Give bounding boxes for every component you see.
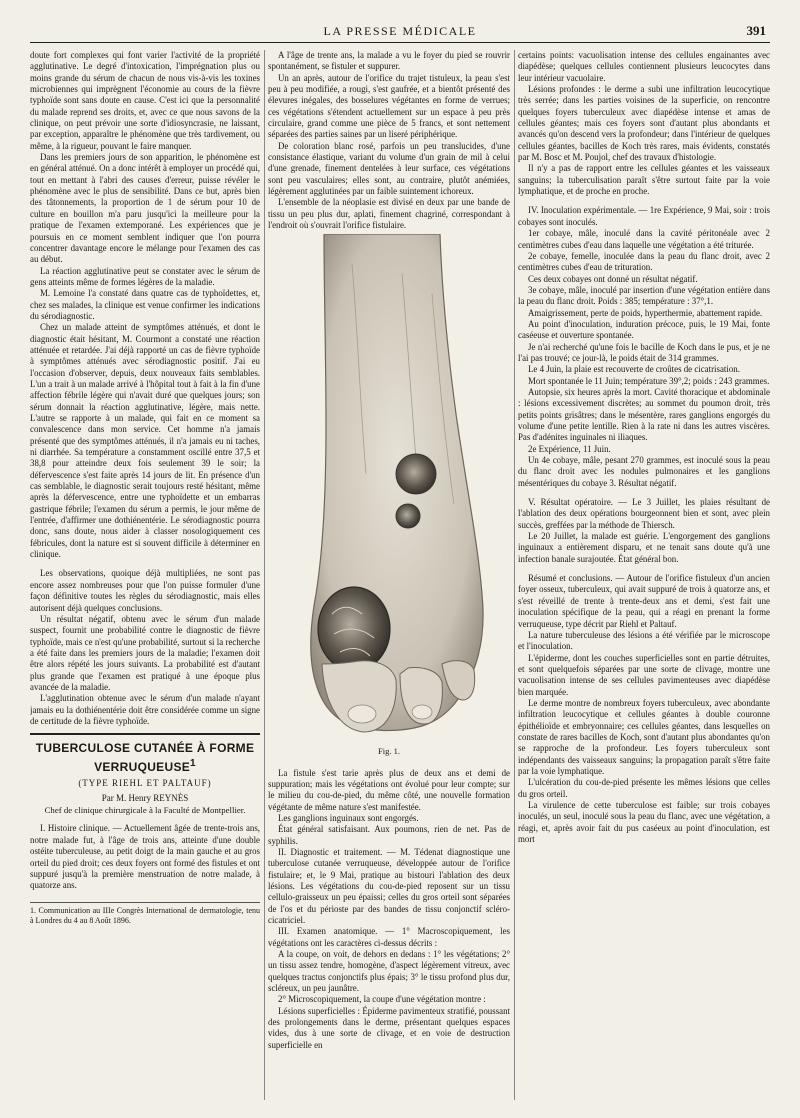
- paragraph: La nature tuberculeuse des lésions a été vérifiée par le microscope et l'inoculation.: [518, 629, 770, 652]
- spacer: [518, 565, 770, 573]
- article-title-text: TUBERCULOSE CUTANÉE À FORME VERRUQUEUSE: [35, 741, 255, 775]
- article-author: Par M. Henry REYNÈS: [101, 792, 189, 803]
- paragraph: Mort spontanée le 11 Juin; température 39°,2; poids : 243 grammes.: [528, 375, 770, 386]
- paragraph: État général satisfaisant. Aux poumons, rien de net. Pas de syphilis.: [268, 824, 510, 846]
- paragraph: Lésions superficielles : Épiderme pavimenteux stratifié, poussant des prolongements dans le derme, présentant quelques espaces vides, dus à une sorte de clivage, et en voie de destruction superficielle en: [268, 1005, 510, 1050]
- paragraph: Un 4e cobaye, mâle, pesant 270 grammes, est inoculé sous la peau du flanc droit avec les nodules pulmonaires et les ganglions mésentériques du cobaye 3. Résultat négatif.: [518, 455, 770, 488]
- paragraph: Je n'ai recherché qu'une fois le bacille de Koch dans le pus, et je ne l'ai pas trouvé; ce jour-là, le poids était de 314 grammes.: [518, 341, 770, 363]
- right-column: [518, 50, 770, 1100]
- page-header: [30, 22, 770, 43]
- paragraph: Ces deux cobayes ont donné un résultat négatif.: [528, 273, 698, 284]
- paragraph: Un résultat négatif, obtenu avec le sérum d'un malade suspect, fournit une probabilité contre le diagnostic de fièvre typhoïde, mais ce n'est qu'une probabilité, surtout si la recherche a été faite dans les premiers jours de la maladie; l'examen doit être alors répété les jours suivants. La probabilité est d'autant plus grande que l'examen est pratiqué à une époque plus avancée de la maladie.: [30, 613, 260, 692]
- paragraph: 1er cobaye, mâle, inoculé dans la cavité péritonéale avec 2 centimètres cubes d'eau dans laquelle une végétation a été triturée.: [518, 228, 770, 250]
- spacer: [518, 197, 770, 205]
- paragraph: Chez un malade atteint de symptômes atténués, et dont le diagnostic était hésitant, M. Courmont a constaté une réaction atténuée et retardée. J'ai déjà rapporté un cas de fièvre typhoïde à symptômes atténués avec sérodiagnostic positif. J'ai eu l'occasion d'observer, depuis, deux nouveaux faits semblables. L'un a trait à un malade arrivé à l'hôpital tout à fait à la fin d'une affection fébrile légère qui n'avait duré que quelques jours; son sérum donnait la réaction agglutinative, légère, mais nette. L'autre se rapporte à un malade, qui fait en ce moment sa convalescence dans mon service. Cet homme n'a jamais présenté que des symptômes atténués, il n'a jamais eu ni taches, ni diarrhée. Sa température a constamment oscillé entre 37,5 et 38,8 pour atteindre deux fois seulement 39 le soir; la défervescence s'est faite après 14 jours de lit. En présence d'un cas semblable, le diagnostic serait toujours resté hésitant, même après la défervescence, entre une typhoïdette et un embarras gastrique fébrile; l'examen du sérum a permis, le jour même de l'entrée, d'affirmer une dothiénentérie. Le sérodiagnostic pourra donc, sans doute, nous aider à classer nosologiquement ces fébricules, dont la nature est si souvent difficile à déterminer en clinique.: [30, 322, 260, 560]
- spacer: [518, 489, 770, 497]
- paragraph: Un an après, autour de l'orifice du trajet tistuleux, la peau s'est peu à peu modifiée, a rougi, s'est gaufrée, et a bientôt présenté des élevures inégales, des bosselures végétantes en forme de verrues; ces végétations s'étendent actuellement sur un espace à peu près circulaire, grand comme une pièce de 5 francs, et sont nettement séparées des parties saines par un liseré périphérique.: [268, 72, 510, 140]
- paragraph: Amaigrissement, perte de poids, hyperthermie, abattement rapide.: [528, 307, 763, 318]
- section-result: V. Résultat opératoire. — Le 3 Juillet, les plaies résultant de l'ablation des deux opérations bourgeonnent bien et sont, avec plein succès, greffées par la méthode de Thiersch.: [518, 497, 770, 530]
- paragraph: L'ensemble de la néoplasie est divisé en deux par une bande de tissu un peu plus dur, aplati, finement chagriné, correspondant à l'endroit où s'ouvrait l'orifice fistulaire.: [268, 197, 510, 231]
- section-anatomy: III. Examen anatomique. — 1° Macroscopiquement, les végétations ont les caractères ci-dessus décrits :: [268, 926, 510, 948]
- page-number: 391: [746, 23, 766, 38]
- footnote-marker: 1: [190, 758, 196, 770]
- paragraph: A l'âge de trente ans, la malade a vu le foyer du pied se rouvrir spontanément, se fistuler et suppurer.: [268, 50, 510, 72]
- paragraph: doute fort complexes qui font varier l'activité de la propriété agglutinative. Le degré d'intoxication, l'imprégnation plus ou moins grande du sérum de chacun de nous vis-à-vis les toxines microbiennes qui imprègnent l'économie au cours de la fièvre typhoïde sont sans doute en cause. C'est ici que la personnalité du malade reprend ses droits, et, avec ce que nous savons de la clinique, on peut prévoir une sorte d'idiosyncrasie, ne laissant, par exception, apparaître le phénomène que très tardivement, ou même, à la rigueur, pouvant le faire manquer.: [30, 50, 260, 151]
- paragraph: La virulence de cette tuberculose est faible; sur trois cobayes inoculés, un seul, inoculé sous la peau du flanc, avec une végétation, a réagi, et, après avoir fait du pus caséeux au point d'inoculation, est mort: [518, 800, 770, 845]
- article-title: [30, 741, 260, 775]
- paragraph: La fistule s'est tarie après plus de deux ans et demi de suppuration; mais les végétations ont évolué pour leur compte; sur le milieu du cou-de-pied, du même côté, une nouvelle formation végétante de même nature s'est manifestée.: [268, 767, 510, 812]
- paragraph: L'ulcération du cou-de-pied présente les mêmes lésions que celles du gros orteil.: [518, 777, 770, 799]
- column-rule-right: [514, 50, 515, 1100]
- paragraph: Il n'y a pas de rapport entre les cellules géantes et les vaisseaux sanguins; la tuberculisation paraît s'être surtout faite par la voie lymphatique, et de proche en proche.: [518, 163, 770, 197]
- spacer: [30, 560, 260, 568]
- paragraph: Autopsie, six heures après la mort. Cavité thoracique et abdominale : lésions excessivement discrètes; au sommet du poumon droit, très petits points grisâtres; dans le mésentère, rares ganglions engorgés du volume d'une petite lentille. Rien à la rate ni dans les autres viscères. Pas d'adénites inguinales ni iliaques.: [518, 386, 770, 443]
- middle-column: [268, 50, 510, 1100]
- section-conclusions: Résumé et conclusions. — Autour de l'orifice fistuleux d'un ancien foyer osseux, tuberculeux, qui avait suppuré de trois à quatorze ans, et s'est réveillé de trente à trente-deux ans et demi, s'est fait une inoculation spécifique de la peau, qui a réagi en prenant la forme verruqueuse, type décrit par Riehl et Paltauf.: [518, 573, 770, 629]
- footnote: 1. Communication au IIIe Congrès International de dermatologie, tenu à Londres du 4 au 8 Août 1896.: [30, 902, 260, 926]
- paragraph: A la coupe, on voit, de dehors en dedans : 1° les végétations; 2° un tissu assez tendre, homogène, d'aspect légèrement vitreux, avec quelques tractus conjonctifs plus épais; 3° le tissu profond plus dur, scléreux, un peu jaunâtre.: [268, 949, 510, 994]
- paragraph: Au point d'inoculation, induration précoce, puis, le 19 Mai, fonte caséeuse et ouverture spontanée.: [518, 318, 770, 341]
- paragraph: certains points: vacuolisation intense des cellules engainantes avec diapédèse; quelques cellules contiennent plusieurs leucocytes dans leur intérieur vacuolaire.: [518, 50, 770, 83]
- section-inoculation: IV. Inoculation expérimentale. — 1re Expérience, 9 Mai, soir : trois cobayes sont inoculés.: [518, 205, 770, 227]
- figure-caption: Fig. 1.: [378, 745, 400, 756]
- paragraph: Les ganglions inguinaux sont engorgés.: [278, 812, 419, 823]
- paragraph: 2° Microscopiquement, la coupe d'une végétation montre :: [278, 994, 486, 1005]
- column-rule-left: [264, 50, 265, 1100]
- paragraph: Le 20 Juillet, la malade est guérie. L'engorgement des ganglions inguinaux a entièrement disparu, et ne tenait sans doute qu'à une infection banale surajoutée. État général bon.: [518, 531, 770, 564]
- paragraph: 2e Expérience, 11 Juin.: [528, 443, 611, 454]
- left-column: [30, 50, 260, 1100]
- paragraph: La réaction agglutinative peut se constater avec le sérum de gens atteints même de formes légères de la maladie.: [30, 265, 260, 287]
- paragraph: De coloration blanc rosé, parfois un peu translucides, d'une consistance élastique, variant du volume d'un grain de mil à celui d'une grenade, finement dentelées à leur surface, ces végétations sont peu vasculaires; elles sont, au contraire, plutôt anémiées, légèrement agglutinées par un faible suintement ichoreux.: [268, 140, 510, 197]
- article-affiliation: Chef de clinique chirurgicale à la Faculté de Montpellier.: [44, 804, 246, 815]
- paragraph: L'agglutination obtenue avec le sérum d'un malade n'ayant jamais eu la dothiénentérie doit être considérée comme un signe de certitude de la fièvre typhoïde.: [30, 693, 260, 726]
- article-subtitle: (TYPE RIEHL ET PALTAUF): [78, 778, 212, 789]
- article-heading: [30, 733, 260, 815]
- figure-foot-illustration: [268, 234, 510, 762]
- spacer: [30, 815, 260, 823]
- paragraph: Le derme montre de nombreux foyers tuberculeux, avec abondante infiltration leucocytique et cellules géantes à double couronne épithélioïde et embryonnaire; ces cellules géantes, dans lesquelles on constate de rares bacilles de Koch, sont d'autant plus abondantes qu'on se rapproche de la profondeur. Les foyers tuberculeux sont indépendants des vaisseaux sanguins; la propagation paraît s'être faite par la voie lymphatique.: [518, 697, 770, 776]
- paragraph: M. Lemoine l'a constaté dans quatre cas de typhoïdettes, et, chez ses malades, la clinique est venue confirmer les indications du sérodiagnostic.: [30, 288, 260, 321]
- paragraph: Les observations, quoique déjà multipliées, ne sont pas encore assez nombreuses pour que l'on puisse formuler d'une façon définitive toutes les règles du sérodiagnostic, mais elles autorisent déjà quelques conclusions.: [30, 568, 260, 613]
- section-clinical-history: I. Histoire clinique. — Actuellement âgée de trente-trois ans, notre malade fut, à l'âge de trois ans, atteinte d'une double ostéite tuberculeuse, au petit doigt de la main gauche et au gros orteil du pied droit; ces deux foyers ont formé des fistules et ont suppuré jusqu'à la première menstruation de notre malade, à quatorze ans.: [30, 823, 260, 891]
- paragraph: Le 4 Juin, la plaie est recouverte de croûtes de cicatrisation.: [528, 364, 740, 375]
- section-diagnosis: II. Diagnostic et traitement. — M. Tédenat diagnostique une tuberculose cutanée verruqueuse, développée autour de l'orifice fistulaire; et, le 9 Mai, pratique au bistouri l'ablation des deux lésions. Les végétations du cou-de-pied reposent sur un tissu cellulo-graisseux un peu épaissi; celles du gros orteil sont séparées de l'os et du périoste par des bandes de tissu conjonctif scléro-cicatriciel.: [268, 846, 510, 925]
- paragraph: L'épiderme, dont les couches superficielles sont en partie détruites, et sont quelquefois séparées par une sorte de clivage, montre une vacuolisation intense de ses cellules pavimenteuses avec diapédèse bien marquée.: [518, 652, 770, 697]
- paragraph: 3e cobaye, mâle, inoculé par insertion d'une végétation entière dans la peau du flanc droit. Poids : 385; température : 37°,1.: [518, 284, 770, 307]
- paragraph: Dans les premiers jours de son apparition, le phénomène est en général atténué. On a donc intérêt à employer un procédé qui, tout en mettant à l'abri des causes d'erreur, puisse révéler le phénomène avec le plus de sensibilité. Dans ce but, après bien des tâtonnements, la proportion de 1 de sérum pour 10 de culture en bouillon m'a paru jusqu'ici la meilleure pour la pratique de l'examen extemporané. Les expériences que je poursuis en ce moment semblent indiquer que l'on pourra concentrer davantage encore le mélange pour l'examen des cas au début.: [30, 152, 260, 265]
- paragraph: 2e cobaye, femelle, inoculée dans la peau du flanc droit, avec 2 centimètres cubes d'eau de trituration.: [518, 250, 770, 273]
- paragraph: Lésions profondes : le derme a subi une infiltration leucocytique très serrée; dans les parties voisines de la superficie, on rencontre quelques foyers tuberculeux avec diapédèse intense et amas de cellules géantes; mais ces foyers sont d'autant plus abondants et avancés qu'on descend vers la profondeur; dans l'intérieur de quelques cellules géantes, bacilles de Koch très rares, mais évidents, constatés par M. Bosc et M. Poujol, chef des travaux d'histologie.: [518, 84, 770, 163]
- foot-illustration: [282, 234, 496, 739]
- running-title: LA PRESSE MÉDICALE: [323, 24, 477, 38]
